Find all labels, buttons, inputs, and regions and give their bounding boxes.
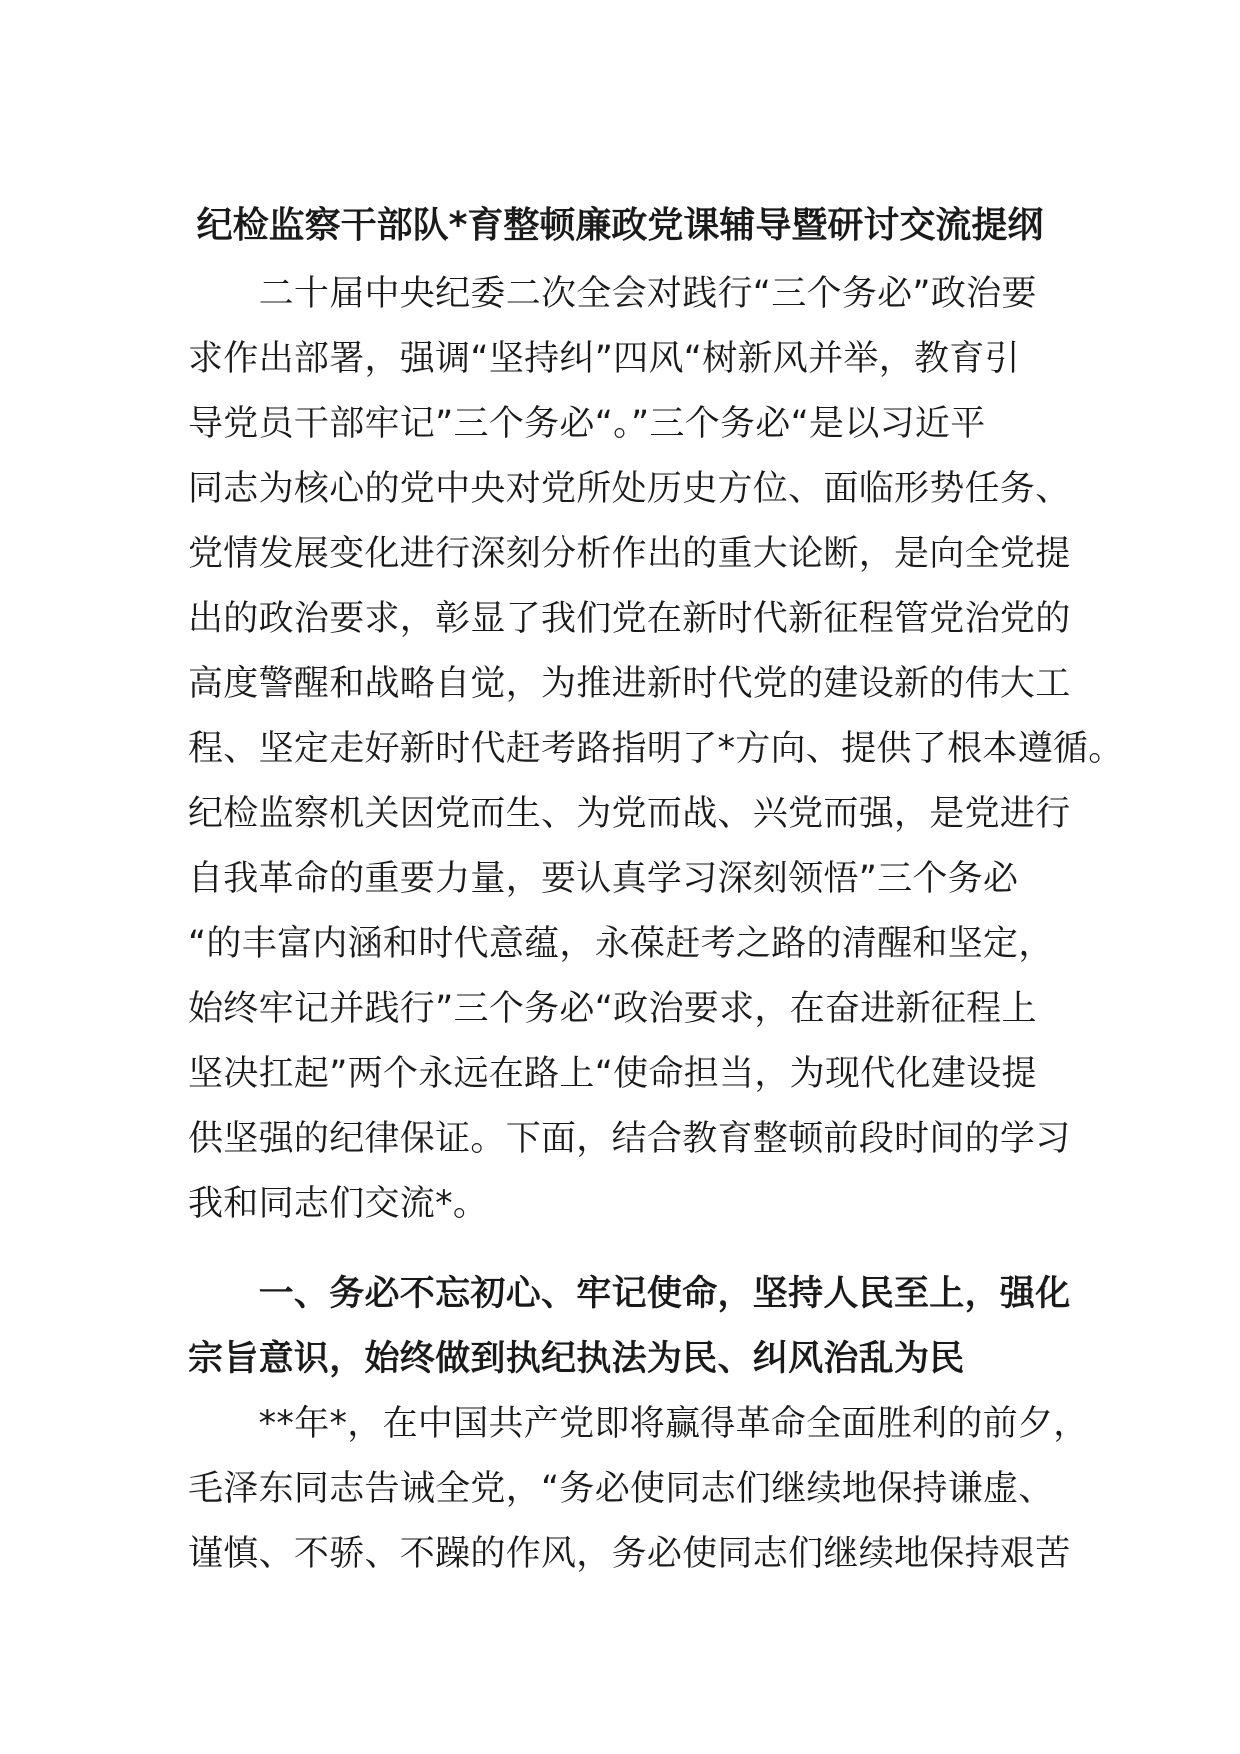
text-line: 谨慎、不骄、不躁的作风，务必使同志们继续地保持艰苦 (188, 1534, 1071, 1574)
text-line: 二十届中央纪委二次全会对践行“三个务必”政治要 (188, 274, 1037, 314)
text-line: 纪检监察机关因党而生、为党而战、兴党而强，是党进行 (188, 794, 1071, 834)
text-line: “的丰富内涵和时代意蕴，永葆赶考之路的清醒和坚定， (188, 924, 1054, 964)
text-line: 高度警醒和战略自觉，为推进新时代党的建设新的伟大工 (188, 664, 1071, 704)
text-line: 求作出部署，强调“坚持纠”四风“树新风并举，教育引 (188, 339, 1020, 379)
text-line: 导党员干部牢记”三个务必“。”三个务必“是以习近平 (188, 404, 986, 444)
text-line: **年*，在中国共产党即将赢得革命全面胜利的前夕， (188, 1404, 1089, 1444)
text-line: 始终牢记并践行”三个务必“政治要求，在奋进新征程上 (188, 989, 1037, 1029)
paragraph-intro (188, 262, 1124, 1237)
text-line: 供坚强的纪律保证。下面，结合教育整顿前段时间的学习 (188, 1119, 1071, 1159)
heading-line: 一、务必不忘初心、牢记使命，坚持人民至上，强化 (188, 1274, 1071, 1314)
text-line: 我和同志们交流*。 (188, 1184, 489, 1224)
text-line: 同志为核心的党中央对党所处历史方位、面临形势任务、 (188, 469, 1071, 509)
text-line: 毛泽东同志告诫全党，“务必使同志们继续地保持谦虚、 (188, 1469, 1054, 1509)
text-line: 程、坚定走好新时代赶考路指明了*方向、提供了根本遵循。 (188, 729, 1124, 769)
text-line: 坚决扛起”两个永远在路上“使命担当，为现代化建设提 (188, 1054, 1037, 1094)
paragraph-section-1 (188, 1392, 1089, 1587)
text-line: 自我革命的重要力量，要认真学习深刻领悟”三个务必 (188, 859, 1019, 899)
document-title: 纪检监察干部队*育整顿廉政党课辅导暨研讨交流提纲 (196, 205, 1044, 246)
text-line: 出的政治要求，彰显了我们党在新时代新征程管党治党的 (188, 599, 1071, 639)
section-heading-1 (188, 1262, 1071, 1392)
heading-line: 宗旨意识，始终做到执纪执法为民、纠风治乱为民 (188, 1339, 965, 1379)
text-line: 党情发展变化进行深刻分析作出的重大论断，是向全党提 (188, 534, 1071, 574)
